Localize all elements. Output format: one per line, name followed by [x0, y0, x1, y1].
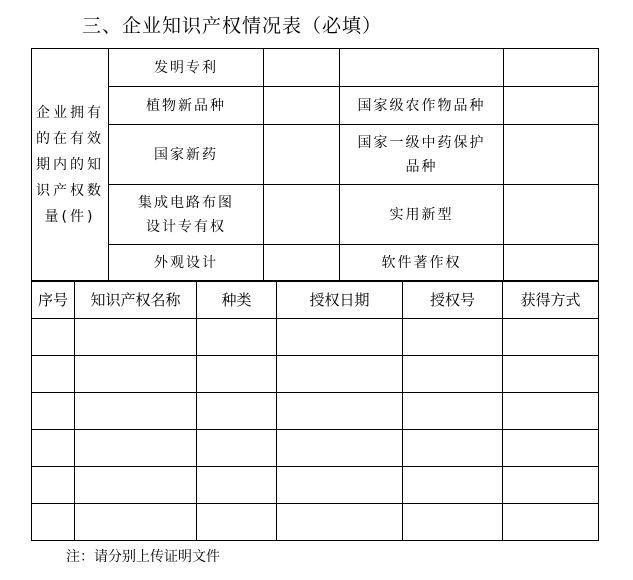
- ip-count-input[interactable]: [504, 185, 599, 245]
- table-cell-input[interactable]: [197, 504, 277, 541]
- ip-type-label: 实用新型: [340, 185, 504, 245]
- ip-count-input[interactable]: [504, 49, 599, 87]
- ip-count-input[interactable]: [264, 185, 340, 245]
- footnote: 注：请分别上传证明文件: [66, 549, 220, 565]
- ip-count-table: [31, 48, 599, 281]
- table-cell-input[interactable]: [503, 504, 599, 541]
- ip-type-label: 国家级农作物品种: [340, 87, 504, 125]
- table-cell-input[interactable]: [75, 319, 197, 356]
- table-cell-input[interactable]: [32, 430, 75, 467]
- table-cell-input[interactable]: [277, 467, 403, 504]
- table-cell-input[interactable]: [197, 356, 277, 393]
- ip-type-label: 外观设计: [109, 245, 264, 281]
- ip-count-input[interactable]: [264, 125, 340, 185]
- table-row: [32, 393, 599, 430]
- column-header-grant-number: 授权号: [403, 282, 503, 319]
- ip-type-label: 软件著作权: [340, 245, 504, 281]
- table-row: [32, 356, 599, 393]
- table-cell-input[interactable]: [75, 356, 197, 393]
- column-header-acquisition-method: 获得方式: [503, 282, 599, 319]
- table-cell-input[interactable]: [403, 319, 503, 356]
- table-cell-input[interactable]: [403, 504, 503, 541]
- ip-count-input[interactable]: [264, 87, 340, 125]
- table-cell-input[interactable]: [32, 504, 75, 541]
- table-cell-input[interactable]: [32, 467, 75, 504]
- table-row: [32, 467, 599, 504]
- table-row: [32, 430, 599, 467]
- ip-count-input[interactable]: [504, 87, 599, 125]
- column-header-ip-name: 知识产权名称: [75, 282, 197, 319]
- table-cell-input[interactable]: [75, 430, 197, 467]
- table-cell-input[interactable]: [197, 393, 277, 430]
- ip-count-input[interactable]: [504, 125, 599, 185]
- ip-detail-table: [31, 281, 599, 541]
- ip-count-input[interactable]: [264, 49, 340, 87]
- column-header-type: 种类: [197, 282, 277, 319]
- table-cell-input[interactable]: [503, 430, 599, 467]
- ip-count-input[interactable]: [504, 245, 599, 281]
- form-title: 三、企业知识产权情况表（必填）: [82, 15, 383, 37]
- column-header-index: 序号: [32, 282, 75, 319]
- table-cell-input[interactable]: [197, 467, 277, 504]
- table-cell-input[interactable]: [277, 393, 403, 430]
- table-cell-input[interactable]: [277, 356, 403, 393]
- table-cell-input[interactable]: [75, 504, 197, 541]
- ip-type-label: 集成电路布图设计专有权: [109, 185, 264, 245]
- ip-type-label: [340, 49, 504, 87]
- table-cell-input[interactable]: [503, 319, 599, 356]
- table-cell-input[interactable]: [503, 356, 599, 393]
- table-cell-input[interactable]: [403, 393, 503, 430]
- ip-type-label: 植物新品种: [109, 87, 264, 125]
- ip-type-label: 国家一级中药保护品种: [340, 125, 504, 185]
- table-row: [32, 319, 599, 356]
- table-cell-input[interactable]: [277, 430, 403, 467]
- table-cell-input[interactable]: [277, 504, 403, 541]
- table-cell-input[interactable]: [403, 356, 503, 393]
- ip-type-label: 发明专利: [109, 49, 264, 87]
- table-cell-input[interactable]: [403, 467, 503, 504]
- table-cell-input[interactable]: [197, 430, 277, 467]
- table-cell-input[interactable]: [32, 393, 75, 430]
- ip-count-side-label: 企业拥有的在有效期内的知识产权数量(件): [32, 49, 109, 281]
- ip-count-input[interactable]: [264, 245, 340, 281]
- table-row: [32, 504, 599, 541]
- table-cell-input[interactable]: [197, 319, 277, 356]
- table-cell-input[interactable]: [32, 319, 75, 356]
- table-cell-input[interactable]: [503, 467, 599, 504]
- table-cell-input[interactable]: [75, 467, 197, 504]
- table-cell-input[interactable]: [277, 319, 403, 356]
- column-header-grant-date: 授权日期: [277, 282, 403, 319]
- table-cell-input[interactable]: [32, 356, 75, 393]
- table-cell-input[interactable]: [75, 393, 197, 430]
- table-cell-input[interactable]: [403, 430, 503, 467]
- ip-type-label: 国家新药: [109, 125, 264, 185]
- table-cell-input[interactable]: [503, 393, 599, 430]
